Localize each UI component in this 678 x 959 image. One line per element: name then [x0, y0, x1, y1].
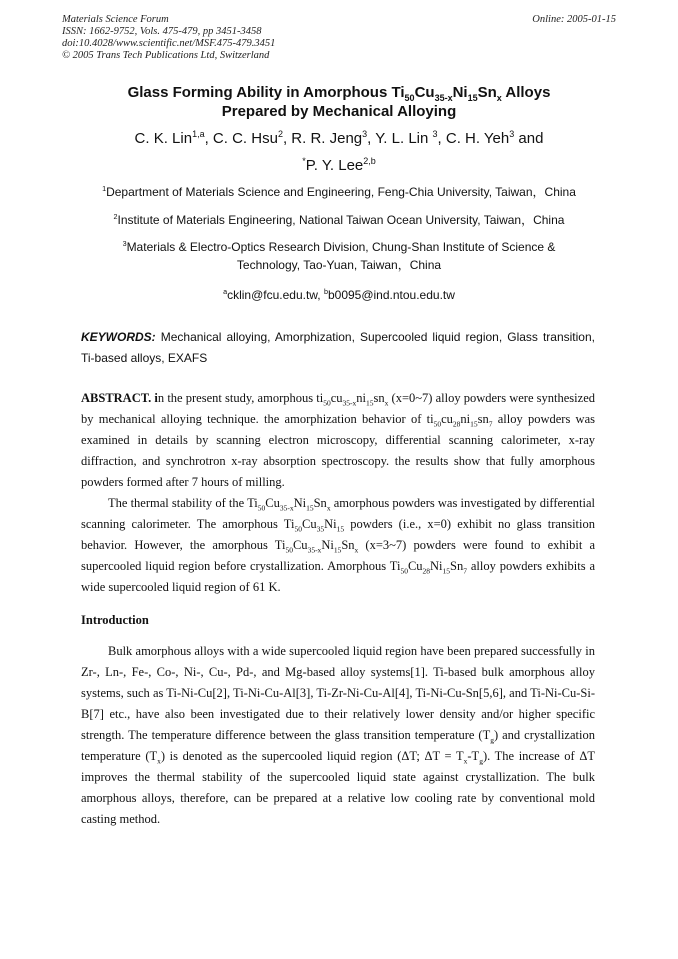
issn-line: ISSN: 1662-9752, Vols. 475-479, pp 3451-3458 [62, 26, 262, 37]
introduction-body [81, 641, 595, 830]
keywords-text: Mechanical alloying, Amorphization, Supercooled liquid region, Glass transition, Ti-based alloys, EXAFS [81, 330, 595, 365]
affiliation-3: $^3$Materials & Electro-Optics Research Division, Chung-Shan Institute of Science & Technology, Tao-Yuan, Taiwan，China [122, 239, 556, 272]
introduction-paragraph: Bulk amorphous alloys with a wide supercooled liquid region have been prepared successfully in Zr-, Ln-, Fe-, Co-, Ni-, Cu-, Pd-, and Mg-based alloy systems[1]. Ti-based bulk amorphous alloy systems, such as Ti-Ni-Cu[2], Ti-Ni-Cu-Al[3], Ti-Zr-Ni-Cu-Al[4], Ti-Ni-Cu-Sn[5,6], and Ti-Ni-Cu-Si-B[7] etc., have also been investigated due to their relatively lower density and/or higher specific strength. The temperature difference between the glass transition temperature $(T_g)$ and crystallization temperature $(T_x)$ is denoted as the supercooled liquid region (ΔT; $\Delta T = T_x-T_g$). The increase of ΔT improves the thermal stability of the supercooled liquid state against crystallization. The bulk amorphous alloys, therefore, can be prepared at a relative low cooling rate by conventional mold casting method. [81, 644, 595, 826]
journal-name: Materials Science Forum [62, 14, 169, 25]
abstract-label: ABSTRACT. i [81, 391, 158, 405]
journal-header [62, 14, 275, 62]
section-heading-introduction: Introduction [81, 613, 149, 627]
author-emails: $^a$cklin@fcu.edu.tw, $^b$b0095@ind.ntou.edu.tw [223, 287, 455, 302]
keywords-label: KEYWORDS: [81, 330, 156, 344]
abstract-paragraph-1: ABSTRACT. in the present study, amorphous $ti_{50}cu_{35-x}ni_{15}sn_x$ (x=0~7) alloy powders were synthesized by mechanical alloying technique. the amorphization behavior of $ti_{50}cu_{28}ni_{15}sn_7$ alloy powders was examined in details by scanning electron microscopy, differential scanning calorimeter, x-ray diffraction, and synchrotron x-ray absorption spectroscopy. the results show that fully amorphous powders formed after 7 hours of milling. [81, 391, 595, 489]
copyright-line: © 2005 Trans Tech Publications Ltd, Switzerland [62, 50, 270, 61]
keywords [81, 327, 595, 369]
affiliation-1: $^1$Department of Materials Science and Engineering, Feng-Chia University, Taiwan，China [102, 184, 576, 199]
title-line-1: Glass Forming Ability in Amorphous $Ti_{50}Cu_{35-x}Ni_{15}Sn_x$ Alloys [127, 84, 551, 103]
affiliation-2: $^2$Institute of Materials Engineering, National Taiwan Ocean University, Taiwan，China [113, 212, 565, 227]
author-line-1: C. K. Lin$^{1,a}$, C. C. Hsu$^2$, R. R. Jeng$^3$, Y. L. Lin $^3$, C. H. Yeh$^3$ and [134, 129, 544, 147]
paper-title [60, 83, 618, 121]
title-line-2: Prepared by Mechanical Alloying [221, 103, 457, 120]
online-date: Online: 2005-01-15 [532, 14, 616, 25]
author-list [60, 125, 618, 179]
author-line-2: *P. Y. Lee$^{2,b}$ [302, 156, 376, 174]
abstract [81, 388, 595, 598]
abstract-paragraph-2: The thermal stability of the $Ti_{50}Cu_{35-x}Ni_{15}Sn_x$ amorphous powders was investigated by differential scanning calorimeter. The amorphous $Ti_{50}Cu_{35}Ni_{15}$ powders (i.e., x=0) exhibit no glass transition behavior. However, the amorphous $Ti_{50}Cu_{35-x}Ni_{15}Sn_x$ (x=3~7) powders were found to exhibit a supercooled liquid region before crystallization. Amorphous $Ti_{50}Cu_{28}Ni_{15}Sn_7$ alloy powders exhibits a wide supercooled liquid region of 61 K. [81, 496, 595, 594]
doi-line: doi:10.4028/www.scientific.net/MSF.475-479.3451 [62, 38, 276, 49]
